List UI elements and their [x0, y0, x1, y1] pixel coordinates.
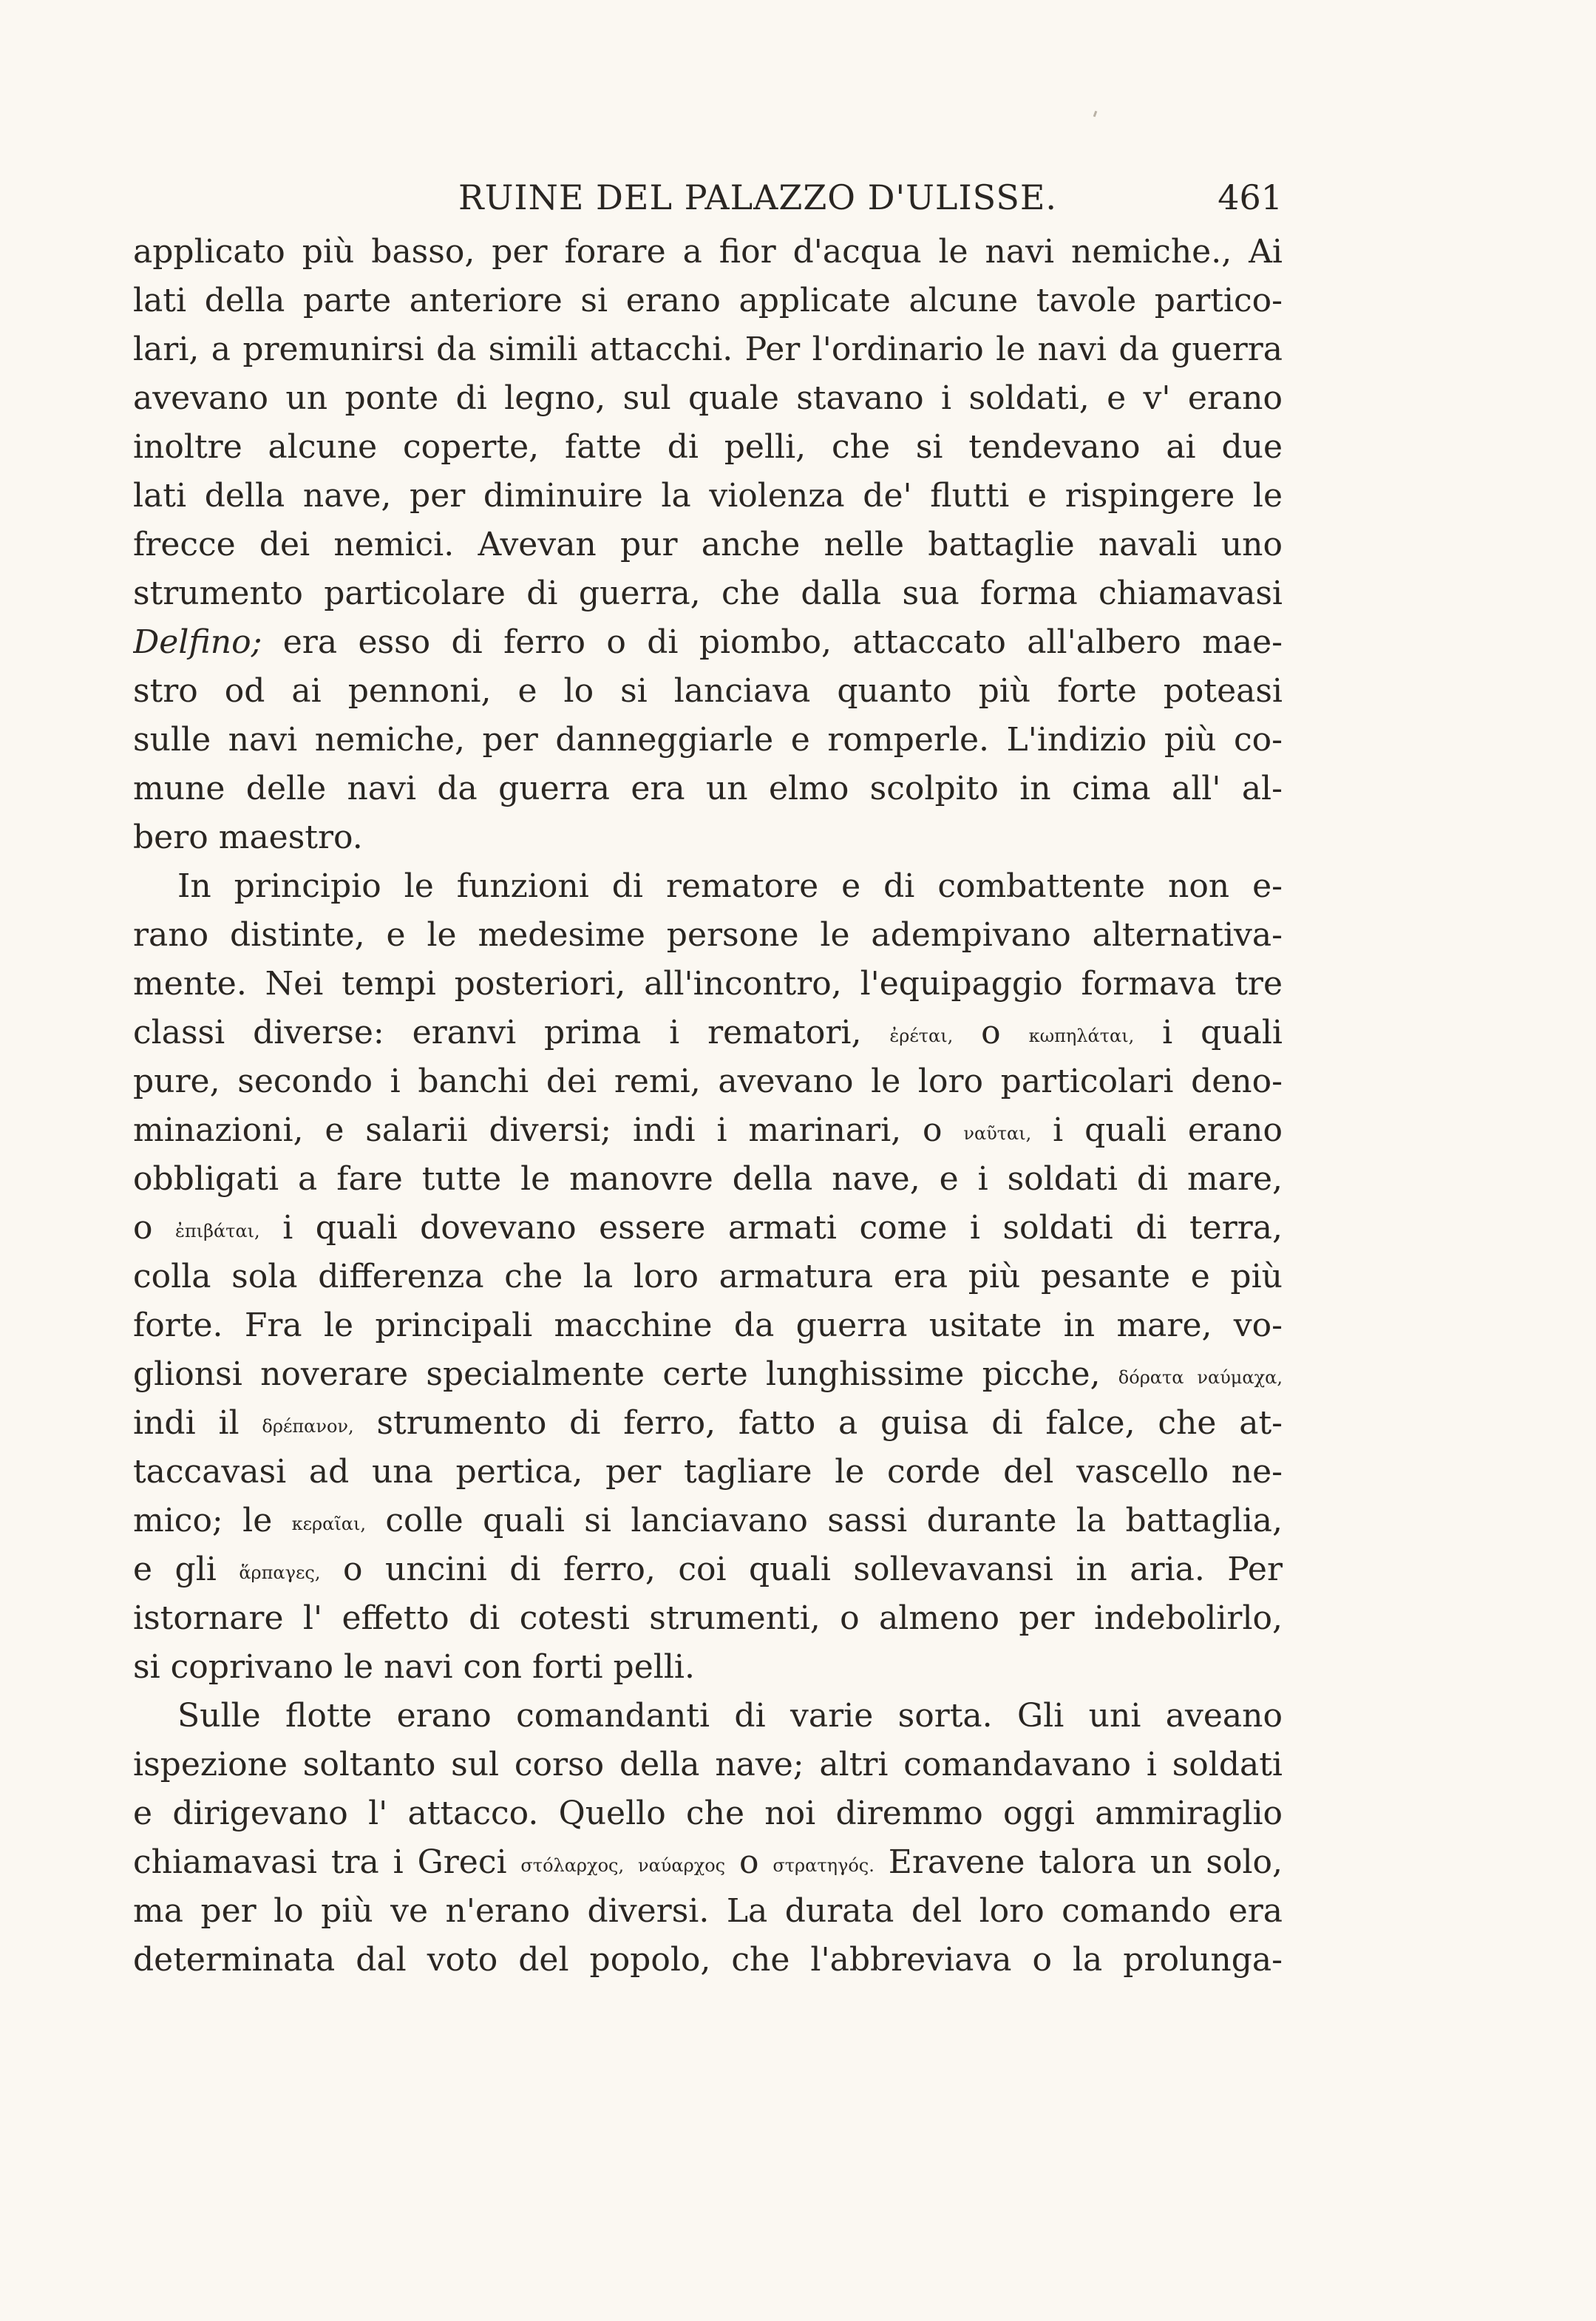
- text-span: colle quali si lanciavano sassi durante la battaglia,: [366, 1502, 1283, 1539]
- greek-term: ἐπιβάται,: [175, 1221, 260, 1241]
- text-span: era esso di ferro o di piombo, attaccato all'albero mae-: [262, 623, 1283, 661]
- text-line: sulle navi nemiche, per danneggiarle e romperle. L'indizio più co-: [133, 721, 1283, 759]
- text-span: o uncini di ferro, coi quali sollevavansi in aria. Per: [320, 1551, 1283, 1588]
- text-line: [133, 1399, 1283, 1448]
- text-span: o: [133, 1209, 176, 1247]
- text-span: [624, 1843, 638, 1881]
- text-line: mente. Nei tempi posteriori, all'incontro, l'equipaggio formava tre: [133, 965, 1283, 1003]
- running-head: RUINE DEL PALAZZO D'ULISSE.: [458, 177, 1058, 217]
- text-line: avevano un ponte di legno, sul quale stavano i soldati, e v' erano: [133, 379, 1283, 417]
- text-span: mico; le: [133, 1502, 292, 1539]
- paper-speck: [1093, 111, 1098, 118]
- text-span: strumento di ferro, fatto a guisa di falce, che at-: [353, 1404, 1283, 1442]
- greek-term: κεραῖαι,: [291, 1514, 367, 1534]
- greek-term: ναύαρχος: [637, 1855, 726, 1876]
- text-line: [133, 618, 1283, 667]
- text-span: i quali dovevano essere armati come i soldati di terra,: [259, 1209, 1283, 1247]
- text-line: [133, 1204, 1283, 1253]
- text-span: i quali erano: [1031, 1111, 1283, 1149]
- greek-term: ἐρέται,: [889, 1026, 954, 1046]
- text-line: [133, 1106, 1283, 1155]
- text-line: determinata dal voto del popolo, che l'abbreviava o la prolunga-: [133, 1941, 1283, 1979]
- text-line: istornare l' effetto di cotesti strumenti, o almeno per indebolirlo,: [133, 1599, 1283, 1637]
- text-line: mune delle navi da guerra era un elmo scolpito in cima all' al-: [133, 770, 1283, 807]
- text-span: glionsi noverare specialmente certe lunghissime picche,: [133, 1355, 1118, 1393]
- greek-term: δόρατα ναύμαχα,: [1118, 1367, 1283, 1388]
- page-header: [133, 175, 1283, 220]
- text-line: inoltre alcune coperte, fatte di pelli, che si tendevano ai due: [133, 428, 1283, 466]
- text-line: lari, a premunirsi da simili attacchi. Per l'ordinario le navi da guerra: [133, 331, 1283, 368]
- greek-term: δρέπανον,: [262, 1416, 354, 1437]
- text-line: strumento particolare di guerra, che dalla sua forma chiamavasi: [133, 575, 1283, 612]
- text-span: indi il: [133, 1404, 262, 1442]
- italic-term: Delfino;: [133, 623, 262, 661]
- text-line: colla sola differenza che la loro armatura era più pesante e più: [133, 1258, 1283, 1295]
- text-line: [133, 1838, 1283, 1887]
- text-line: e dirigevano l' attacco. Quello che noi diremmo oggi ammiraglio: [133, 1795, 1283, 1832]
- text-body: [133, 228, 1283, 1985]
- text-line: forte. Fra le principali macchine da guerra usitate in mare, vo-: [133, 1307, 1283, 1344]
- text-line: taccavasi ad una pertica, per tagliare le corde del vascello ne-: [133, 1453, 1283, 1491]
- text-span: o: [725, 1843, 773, 1881]
- text-line: In principio le funzioni di rematore e di combattente non e-: [177, 867, 1283, 905]
- text-span: Eravene talora un solo,: [874, 1843, 1283, 1881]
- text-line: obbligati a fare tutte le manovre della nave, e i soldati di mare,: [133, 1160, 1283, 1198]
- text-span: minazioni, e salarii diversi; indi i marinari, o: [133, 1111, 964, 1149]
- text-line: stro od ai pennoni, e lo si lanciava quanto più forte poteasi: [133, 672, 1283, 710]
- text-line: rano distinte, e le medesime persone le adempivano alternativa-: [133, 916, 1283, 954]
- text-line: [133, 1350, 1283, 1399]
- text-span: o: [953, 1014, 1029, 1051]
- greek-term: ναῦται,: [963, 1123, 1032, 1144]
- text-line: pure, secondo i banchi dei remi, avevano le loro particolari deno-: [133, 1063, 1283, 1100]
- greek-term: στόλαρχος,: [520, 1855, 625, 1876]
- page-number: 461: [1218, 177, 1283, 217]
- text-line: frecce dei nemici. Avevan pur anche nelle battaglie navali uno: [133, 526, 1283, 563]
- text-span: chiamavasi tra i Greci: [133, 1843, 521, 1881]
- text-span: e gli: [133, 1551, 240, 1588]
- text-span: i quali: [1134, 1014, 1283, 1051]
- greek-term: ἅρπαγες,: [239, 1562, 321, 1583]
- text-line: applicato più basso, per forare a fior d'acqua le navi nemiche., Ai: [133, 233, 1283, 271]
- greek-term: στρατηγός.: [772, 1855, 875, 1876]
- text-line: ispezione soltanto sul corso della nave; altri comandavano i soldati: [133, 1746, 1283, 1783]
- text-line: si coprivano le navi con forti pelli.: [133, 1648, 695, 1686]
- text-line: bero maestro.: [133, 819, 363, 856]
- text-line: Sulle flotte erano comandanti di varie sorta. Gli uni aveano: [177, 1697, 1283, 1735]
- text-line: [133, 1009, 1283, 1057]
- text-line: ma per lo più ve n'erano diversi. La durata del loro comando era: [133, 1892, 1283, 1930]
- text-span: classi diverse: eranvi prima i rematori,: [133, 1014, 890, 1051]
- text-line: [133, 1497, 1283, 1545]
- text-line: lati della nave, per diminuire la violenza de' flutti e rispingere le: [133, 477, 1283, 515]
- text-line: lati della parte anteriore si erano applicate alcune tavole partico-: [133, 282, 1283, 319]
- text-line: [133, 1545, 1283, 1594]
- greek-term: κωπηλάται,: [1028, 1026, 1135, 1046]
